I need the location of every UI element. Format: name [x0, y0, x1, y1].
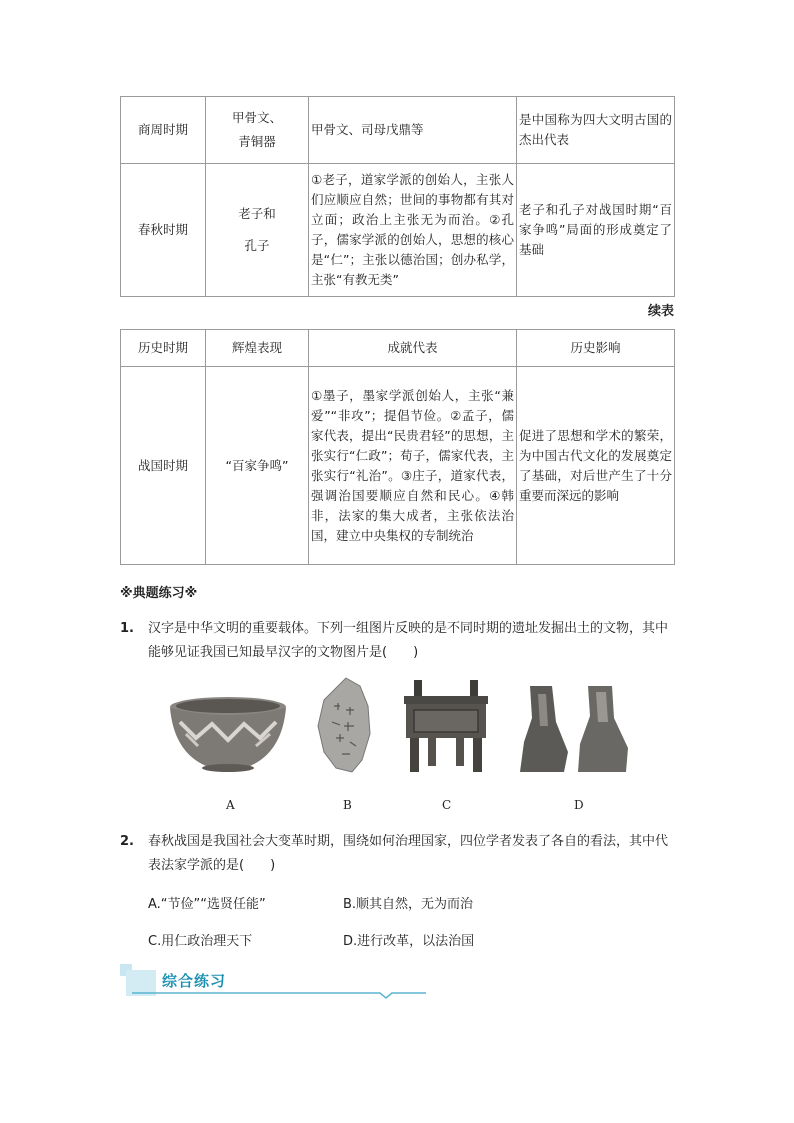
option-a[interactable]: A.“节俭”“选贤任能” [148, 897, 266, 912]
option-d[interactable]: D.进行改革，以法治国 [343, 934, 475, 949]
period-cell: 春秋时期 [121, 164, 206, 297]
display-cell: “百家争鸣” [206, 367, 309, 565]
history-table-1 [120, 96, 675, 297]
question-text: 汉字是中华文明的重要载体。下列一组图片反映的是不同时期的遗址发掘出土的文物，其中能够见证我国已知最早汉字的文物图片是( ) [148, 621, 669, 660]
option-label-a: A [226, 798, 235, 812]
option-label-c: C [442, 798, 452, 812]
question-text: 春秋战国是我国社会大变革时期，围绕如何治理国家，四位学者发表了各自的看法，其中代表法家学派的是( ) [148, 834, 669, 873]
column-header: 成就代表 [309, 330, 517, 367]
continued-label: 续表 [647, 304, 674, 319]
history-table-2 [120, 329, 675, 565]
bronze-tools-image [518, 682, 632, 774]
column-header: 历史影响 [517, 330, 675, 367]
display-cell: 甲骨文、 青铜器 [206, 97, 309, 164]
section-banner-title: 综合练习 [162, 972, 227, 990]
table-row [121, 164, 675, 297]
achievement-cell: 甲骨文、司母戊鼎等 [309, 97, 517, 164]
option-label-b: B [343, 798, 352, 812]
display-cell: 老子和 孔子 [206, 164, 309, 297]
table-row [121, 367, 675, 565]
option-label-d: D [574, 798, 584, 812]
achievement-cell: ①墨子，墨家学派创始人，主张“兼爱”“非攻”；提倡节俭。②孟子，儒家代表，提出“民贵君轻”的思想，主张实行“仁政”；荀子，儒家代表，主张实行“礼治”。③庄子，道家代表，强调治国要顺应自然和民心。④韩非，法家的集大成者，主张依法治国，建立中央集权的专制统治 [309, 367, 517, 565]
question-number: 1. [120, 621, 134, 636]
column-header: 历史时期 [121, 330, 206, 367]
question-1 [120, 617, 676, 665]
section-title: ※典题练习※ [120, 586, 198, 601]
impact-cell: 促进了思想和学术的繁荣，为中国古代文化的发展奠定了基础，对后世产生了十分重要而深远的影响 [517, 367, 675, 565]
achievement-cell: ①老子，道家学派的创始人，主张人们应顺应自然；世间的事物都有其对立面；政治上主张无为而治。②孔子，儒家学派的创始人，思想的核心是“仁”；主张以德治国；创办私学，主张“有教无类” [309, 164, 517, 297]
column-header: 辉煌表现 [206, 330, 309, 367]
question-2 [120, 830, 676, 878]
artifact-images [160, 672, 640, 822]
bronze-ding-image [400, 678, 492, 774]
impact-cell: 老子和孔子对战国时期“百家争鸣”局面的形成奠定了基础 [517, 164, 675, 297]
question-number: 2. [120, 834, 134, 849]
table-row [121, 97, 675, 164]
option-c[interactable]: C.用仁政治理天下 [148, 934, 253, 949]
impact-cell: 是中国称为四大文明古国的杰出代表 [517, 97, 675, 164]
period-cell: 战国时期 [121, 367, 206, 565]
oracle-bone-image [316, 676, 372, 774]
option-b[interactable]: B.顺其自然，无为而治 [343, 897, 474, 912]
pottery-basin-image [166, 694, 290, 774]
table-header-row [121, 330, 675, 367]
period-cell: 商周时期 [121, 97, 206, 164]
